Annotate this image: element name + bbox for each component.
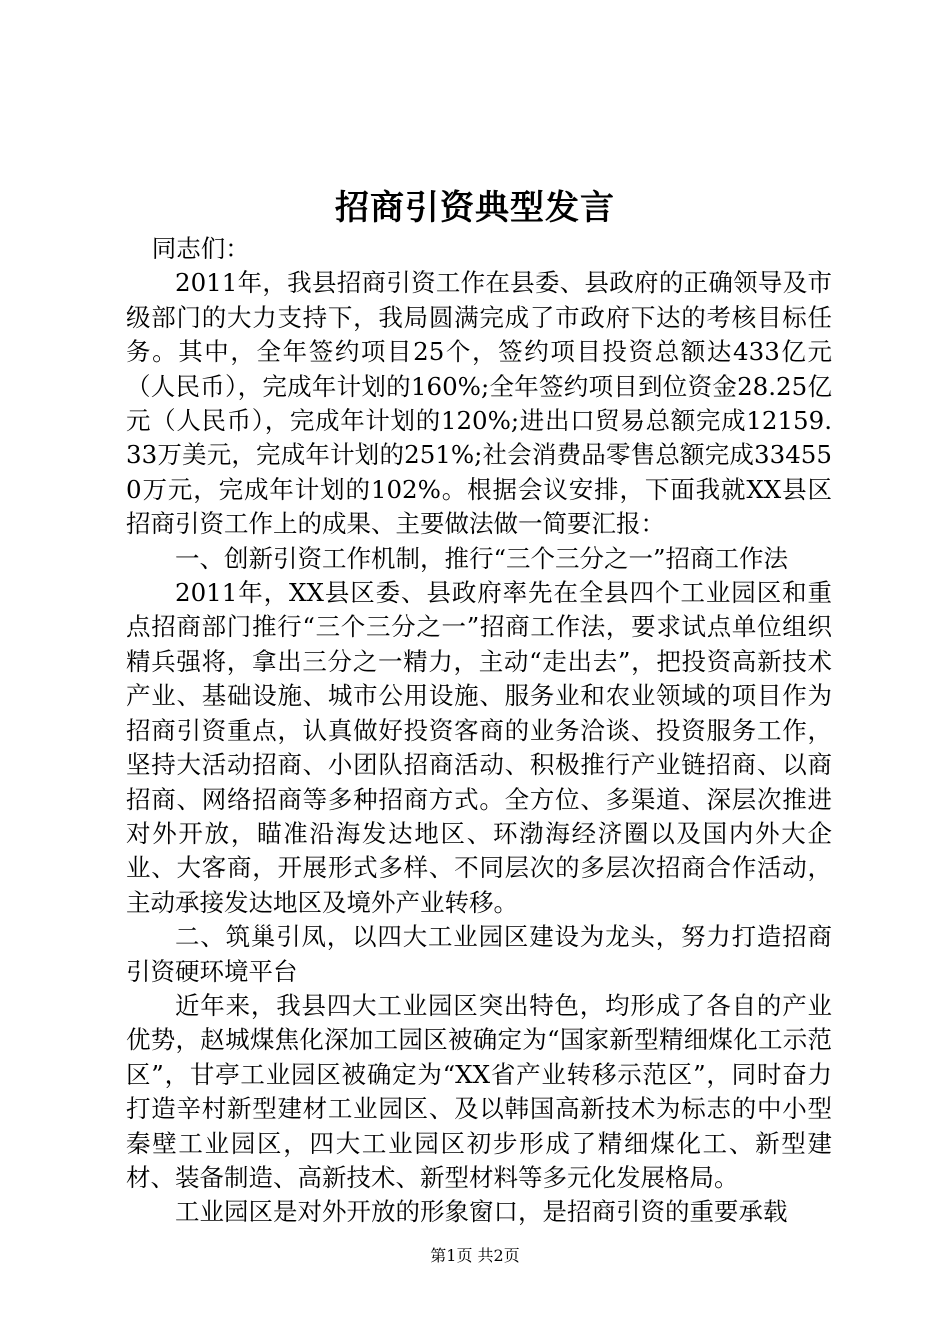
- paragraph-section-2-continued: 工业园区是对外开放的形象窗口，是招商引资的重要承载: [175, 1197, 788, 1227]
- paragraph-section-2: 近年来，我县四大工业园区突出特色，均形成了各自的产业优势，赵城煤焦化深加工园区被确定为“国家新型精细煤化工示范区”，甘亭工业园区被确定为“XX省产业转移示范区”，同时奋力打造辛村新型建材工业园区、及以韩国高新技术为标志的中小型秦壁工业园区，四大工业园区初步形成了精细煤化工、新型建材、装备制造、高新技术、新型材料等多元化发展格局。: [126, 990, 832, 1192]
- heading-section-1: 一、创新引资工作机制，推行“三个三分之一”招商工作法: [175, 543, 789, 573]
- paragraph-summary: 2011年，我县招商引资工作在县委、县政府的正确领导及市级部门的大力支持下，我局圆满完成了市政府下达的考核目标任务。其中，全年签约项目25个，签约项目投资总额达433亿元（人民币），完成年计划的160%;全年签约项目到位资金28.25亿元（人民币），完成年计划的120%;进出口贸易总额完成12159.33万美元，完成年计划的251%;社会消费品零售总额完成334550万元，完成年计划的102%。根据会议安排，下面我就XX县区招商引资工作上的成果、主要做法做一简要汇报：: [126, 268, 832, 539]
- document-body: [126, 232, 832, 1230]
- document-title: 招商引资典型发言: [335, 188, 615, 228]
- heading-section-2: 二、筑巢引凤，以四大工业园区建设为龙头，努力打造招商引资硬环境平台: [126, 922, 832, 986]
- paragraph-section-1: 2011年，XX县区委、县政府率先在全县四个工业园区和重点招商部门推行“三个三分之一”招商工作法，要求试点单位组织精兵强将，拿出三分之一精力，主动“走出去”，把投资高新技术产业、基础设施、城市公用设施、服务业和农业领域的项目作为招商引资重点，认真做好投资客商的业务洽谈、投资服务工作，坚持大活动招商、小团队招商活动、积极推行产业链招商、以商招商、网络招商等多种招商方式。全方位、多渠道、深层次推进对外开放，瞄准沿海发达地区、环渤海经济圈以及国内外大企业、大客商，开展形式多样、不同层次的多层次招商合作活动，主动承接发达地区及境外产业转移。: [126, 578, 832, 917]
- page-footer: 第1页 共2页: [430, 1246, 520, 1265]
- salutation: 同志们：: [151, 234, 250, 263]
